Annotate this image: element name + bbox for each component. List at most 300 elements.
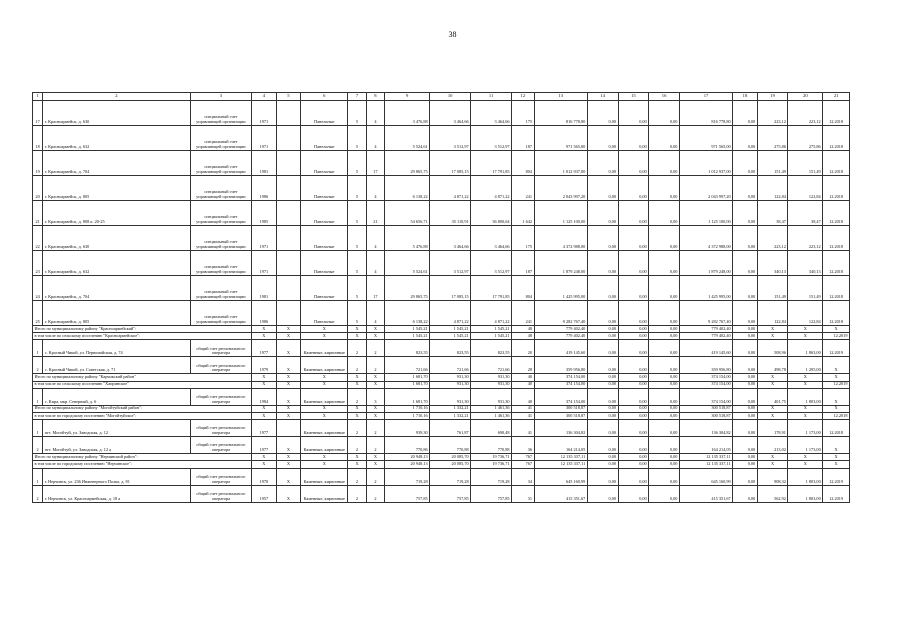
table-cell: 1971 [252,126,277,151]
table-cell: 1 332,21 [430,412,471,419]
table-cell: общий счет регионального оператора [190,420,251,437]
table-cell: 17 791,85 [471,151,512,176]
table-cell: 275,86 [757,126,788,151]
table-cell: 0,00 [618,176,649,201]
table-cell: 122,84 [757,301,788,326]
table-cell: 1 125 100,00 [679,201,732,226]
table-cell: 122,84 [788,176,823,201]
table-cell: X [252,374,277,381]
table-cell: 0,00 [618,276,649,301]
table-row [33,226,850,251]
table-cell: 1 125 100,00 [534,201,587,226]
table-cell: 213,02 [757,437,788,454]
table-cell: 0,00 [649,326,680,333]
table-cell: X [757,333,788,340]
table-cell: 2 [348,340,366,357]
table-cell: общий счет регионального оператора [190,468,251,485]
table-cell: 767 [512,454,535,461]
table-cell: 1977 [252,437,277,454]
table-cell: 0,00 [587,405,618,412]
table-cell: X [366,454,384,461]
table-cell: 5 524,61 [385,251,430,276]
table-cell: 17 085,15 [430,276,471,301]
column-number: 11 [471,93,512,101]
table-cell: 0,00 [649,388,680,405]
table-cell: 0,00 [587,485,618,502]
table-cell: X [252,454,277,461]
table-cell: 770,88 [471,437,512,454]
table-cell: 3 464,66 [430,101,471,126]
table-cell: 5 [348,301,366,326]
table-cell: 2 [348,357,366,374]
subtotal-label: Итого по муниципальному району "Нерчинский район": [33,454,252,461]
table-cell: 0,00 [649,437,680,454]
table-cell: X [757,381,788,388]
table-cell: X [348,374,366,381]
table-cell: X [788,326,823,333]
table-cell: 12.2018 [823,126,850,151]
table-cell: 164 214,05 [534,437,587,454]
table-cell: 300 518,87 [534,405,587,412]
table-cell: 18 [33,126,43,151]
table-cell: X [301,374,348,381]
table-cell: 1984 [252,388,277,405]
table-cell: 4 [366,126,384,151]
table-cell: 0,00 [649,374,680,381]
table-cell: X [276,412,301,419]
table-cell: 12.2019 [823,485,850,502]
table-cell: 0,00 [618,251,649,276]
table-cell: X [348,326,366,333]
table-cell: X [301,405,348,412]
table-cell: 757,85 [471,485,512,502]
table-cell: 0,00 [649,357,680,374]
table-cell: 12.2018 [823,176,850,201]
table-cell: 719,28 [430,468,471,485]
table-cell: 4 871,22 [430,301,471,326]
table-cell: 0,00 [649,126,680,151]
subtotal-row [33,405,850,412]
column-number: 4 [252,93,277,101]
table-cell: X [823,454,850,461]
table-cell: 187 [512,251,535,276]
table-cell: 562,92 [757,485,788,502]
table-cell: 0,00 [649,420,680,437]
table-cell: 34 [512,468,535,485]
table-cell: 12.2018 [823,301,850,326]
table-cell: 5 524,61 [385,126,430,151]
table-cell: 401,75 [757,388,788,405]
table-cell: X [823,374,850,381]
table-cell: 300 518,87 [679,405,732,412]
table-cell: 0,00 [649,468,680,485]
table-cell: г. Красноармейск, д. 805 [43,176,190,201]
table-cell: 20 [512,340,535,357]
table-cell: 508,96 [757,340,788,357]
table-cell: 187 [512,126,535,151]
table-cell: X [366,461,384,468]
table-cell: 0,00 [649,461,680,468]
table-cell: 939,30 [385,420,430,437]
table-cell: 0,00 [649,301,680,326]
table-cell: X [366,333,384,340]
table-cell: 1 545,21 [471,326,512,333]
table-cell: 931,30 [471,374,512,381]
table-cell: 4 372 988,00 [534,226,587,251]
table-cell: 0,00 [649,405,680,412]
table-cell: 804 [512,151,535,176]
table-cell: 374 154,00 [679,374,732,381]
table-cell: 12.2019 [823,333,850,340]
table-cell: X [823,388,850,405]
table-cell: 2 [348,388,366,405]
table-cell: Каменные, кирпичные [301,357,348,374]
table-cell: X [757,461,788,468]
table-cell: 1977 [252,340,277,357]
table-cell: 0,00 [733,381,758,388]
table-cell: 0,00 [618,381,649,388]
table-cell [276,420,301,437]
table-cell: с. Кира, мкр. Северный, д. 6 [43,388,190,405]
table-cell: 719,28 [471,468,512,485]
subtotal-row [33,461,850,468]
column-number: 16 [649,93,680,101]
table-cell: 0,00 [618,226,649,251]
subtotal-row [33,333,850,340]
table-cell: 2 [33,357,43,374]
table-cell: 761,87 [430,420,471,437]
table-cell: X [366,381,384,388]
table-cell: 5 [348,151,366,176]
table-cell: X [276,381,301,388]
table-cell: 24 [33,276,43,301]
table-cell: 0,00 [733,437,758,454]
column-number: 7 [348,93,366,101]
table-cell: г. Красноармейск, д. 704 [43,151,190,176]
table-cell [276,101,301,126]
table-cell: 2 [348,437,366,454]
table-cell: 3 464,66 [430,226,471,251]
table-cell: X [301,454,348,461]
table-cell: 0,00 [618,340,649,357]
table-cell: X [276,357,301,374]
table-cell: 0,00 [733,420,758,437]
table-cell: 41 [512,420,535,437]
table-cell: 721,66 [430,357,471,374]
table-cell: 300 518,87 [534,412,587,419]
table-cell: 175 [512,226,535,251]
table-cell: 25 [33,301,43,326]
table-cell: 223,12 [788,101,823,126]
table-row [33,151,850,176]
table-cell: общий счет регионального оператора [190,485,251,502]
table-cell: 4 871,22 [471,301,512,326]
table-cell: 1977 [252,420,277,437]
table-cell: X [276,388,301,405]
column-number: 17 [679,93,732,101]
table-cell: 4 [366,226,384,251]
table-cell: 415 351,67 [534,485,587,502]
subtotal-label: в том числе по городскому поселению "Нерчинское": [33,461,252,468]
table-cell: 0,00 [587,374,618,381]
table-cell: 38,47 [788,201,823,226]
table-cell: 41 [512,412,535,419]
table-cell: Каменные, кирпичные [301,388,348,405]
table-cell [276,176,301,201]
column-number: 14 [587,93,618,101]
table-cell: X [757,405,788,412]
table-cell: специальный счет управляющей организации [190,301,251,326]
table-cell: 20 085,70 [430,461,471,468]
table-cell: 3 [366,388,384,405]
table-cell: X [252,381,277,388]
table-cell: 36 800,64 [471,201,512,226]
table-cell: X [348,405,366,412]
column-number: 13 [534,93,587,101]
table-cell: 3 464,66 [471,101,512,126]
table-row [33,251,850,276]
table-cell: 1 545,21 [385,333,430,340]
table-cell: 1 681,70 [385,388,430,405]
table-cell: 3 512,97 [471,126,512,151]
table-cell: 0,00 [733,340,758,357]
table-cell: 0,00 [587,461,618,468]
table-cell: 0,00 [587,301,618,326]
table-cell: Каменные, кирпичные [301,340,348,357]
table-cell: 1 803,00 [788,485,823,502]
table-cell: X [366,374,384,381]
column-number: 2 [43,93,190,101]
table-cell: 0,00 [733,101,758,126]
table-cell: Панельные [301,301,348,326]
table-cell: г. Красноармейск, д. 632 [43,126,190,151]
column-number: 20 [788,93,823,101]
table-cell: 0,00 [618,420,649,437]
table-cell: 12.2019 [823,468,850,485]
table-cell: 12.2018 [823,101,850,126]
table-cell: 779 402,40 [679,333,732,340]
table-cell: 359 956,80 [534,357,587,374]
table-cell: 0,00 [618,201,649,226]
table-cell: 0,00 [618,485,649,502]
table-cell: 971 565,00 [679,126,732,151]
table-cell: 136 304,82 [679,420,732,437]
column-number: 1 [33,93,43,101]
table-cell: 779 402,40 [679,326,732,333]
table-cell: специальный счет управляющей организации [190,101,251,126]
table-cell: 12.2018 [823,151,850,176]
table-cell: 1 [33,340,43,357]
table-cell: 4 [366,301,384,326]
table-cell: Панельные [301,176,348,201]
table-cell: X [276,405,301,412]
table-cell: 12 135 337,11 [534,461,587,468]
table-cell: X [757,326,788,333]
table-cell: X [823,357,850,374]
table-cell: 0,00 [618,437,649,454]
table-cell: 816 778,80 [534,101,587,126]
table-cell: Каменные, кирпичные [301,485,348,502]
table-cell: 151,49 [788,151,823,176]
table-cell: 1 710,16 [385,405,430,412]
table-cell: 21 [33,201,43,226]
subtotal-label: в том числе по сельскому поселению "Красноармейское": [33,333,252,340]
column-number: 3 [190,93,251,101]
table-cell: 1 [33,468,43,485]
table-cell: 151,49 [757,151,788,176]
table-cell: X [348,461,366,468]
table-cell: 0,00 [587,326,618,333]
table-cell: Панельные [301,251,348,276]
table-cell: 0,00 [649,251,680,276]
table-cell: X [301,333,348,340]
table-cell: 0,00 [733,388,758,405]
table-cell: 0,00 [587,276,618,301]
table-cell [276,151,301,176]
table-cell [276,226,301,251]
table-cell: 1 863,00 [788,340,823,357]
table-cell: 1981 [252,276,277,301]
table-cell: 0,00 [618,374,649,381]
table-cell: 241 [512,301,535,326]
table-cell: 0,00 [733,326,758,333]
table-cell: 1979 [252,357,277,374]
subtotal-row [33,454,850,461]
table-cell: 1 425 995,00 [534,276,587,301]
table-cell: X [252,405,277,412]
table-row [33,388,850,405]
table-row [33,357,850,374]
table-cell: 690,48 [471,420,512,437]
table-cell: 0,00 [618,101,649,126]
table-cell: 21 [366,201,384,226]
table-cell: X [276,461,301,468]
subtotal-row [33,412,850,419]
table-cell: 175 [512,101,535,126]
table-cell: X [276,454,301,461]
table-cell: 40 [512,374,535,381]
table-cell: 2 043 997,20 [679,176,732,201]
table-cell: X [823,326,850,333]
table-cell [276,251,301,276]
table-cell: 757,85 [430,485,471,502]
table-cell: 0,00 [587,251,618,276]
table-cell: 0,00 [649,226,680,251]
table-cell: 0,00 [587,151,618,176]
table-cell: 4 [366,176,384,201]
table-cell: г. Нерчинск, ул. 236 Инженерного Полка, д. 81 [43,468,190,485]
table-cell: 22 [33,226,43,251]
table-cell: 3 476,88 [385,101,430,126]
table-cell: X [276,340,301,357]
table-cell: X [301,381,348,388]
table-cell: специальный счет управляющей организации [190,276,251,301]
table-cell: X [788,454,823,461]
table-cell: г. Красноармейск, д. 630 [43,226,190,251]
table-cell: 719,28 [385,468,430,485]
table-cell: 0,00 [618,333,649,340]
table-cell: 0,00 [587,126,618,151]
column-number: 15 [618,93,649,101]
table-cell: 17 [366,276,384,301]
table-cell: 36 [512,437,535,454]
table-row [33,276,850,301]
table-cell: 2 [366,357,384,374]
table-cell: 1 545,21 [471,333,512,340]
table-cell: 6 138,22 [385,301,430,326]
table-cell: 2 [33,485,43,502]
subtotal-label: Итого по муниципальному району "Карчикский район" [33,374,252,381]
table-cell: 20 948,13 [385,461,430,468]
table-cell: X [276,468,301,485]
table-cell: 0,00 [618,468,649,485]
table-cell: 0,00 [618,151,649,176]
table-cell: X [788,374,823,381]
column-number: 19 [757,93,788,101]
table-cell: 35 110,91 [430,201,471,226]
table-cell: 40 [512,388,535,405]
table-cell: г. Красноармейск, д. 630 [43,101,190,126]
table-cell: 0,00 [587,333,618,340]
table-cell: 3 512,97 [471,251,512,276]
table-cell: 0,00 [649,454,680,461]
table-cell: 0,00 [618,454,649,461]
table-cell: 38,47 [757,201,788,226]
table-cell: 0,00 [733,357,758,374]
table-cell: X [823,405,850,412]
table-cell: 17 [366,151,384,176]
table-cell: 0,00 [733,151,758,176]
table-cell: 0,00 [649,101,680,126]
table-cell: 1 681,70 [385,381,430,388]
column-number: 5 [276,93,301,101]
subtotal-row [33,374,850,381]
table-cell: 971 565,00 [534,126,587,151]
table-cell: 48 [512,333,535,340]
table-cell: X [301,326,348,333]
table-cell: 4 [366,101,384,126]
column-number: 21 [823,93,850,101]
table-cell: 4 372 988,00 [679,226,732,251]
table-cell: X [757,454,788,461]
table-cell: X [757,374,788,381]
table-cell: 20 085,70 [430,454,471,461]
table-cell: 359 956,80 [679,357,732,374]
table-row [33,340,850,357]
table-cell: X [366,405,384,412]
table-cell: специальный счет управляющей организации [190,126,251,151]
table-cell: 498,78 [757,357,788,374]
table-cell: 721,66 [471,357,512,374]
table-cell: 54 656,71 [385,201,430,226]
table-cell [276,126,301,151]
table-cell: 9 282 767,40 [679,301,732,326]
table-cell: Панельные [301,126,348,151]
table-cell: 823,55 [471,340,512,357]
table-cell: 0,00 [733,461,758,468]
table-cell: 1 295,00 [788,357,823,374]
table-cell: 1970 [252,468,277,485]
table-cell: 19 736,71 [471,461,512,468]
table-cell: 1 803,00 [788,388,823,405]
table-cell: специальный счет управляющей организации [190,151,251,176]
table-cell: 770,86 [385,437,430,454]
table-cell: 931,30 [430,388,471,405]
table-cell: 0,00 [733,276,758,301]
table-cell: 241 [512,176,535,201]
table-cell: 0,00 [587,381,618,388]
table-cell: 1 461,36 [471,412,512,419]
